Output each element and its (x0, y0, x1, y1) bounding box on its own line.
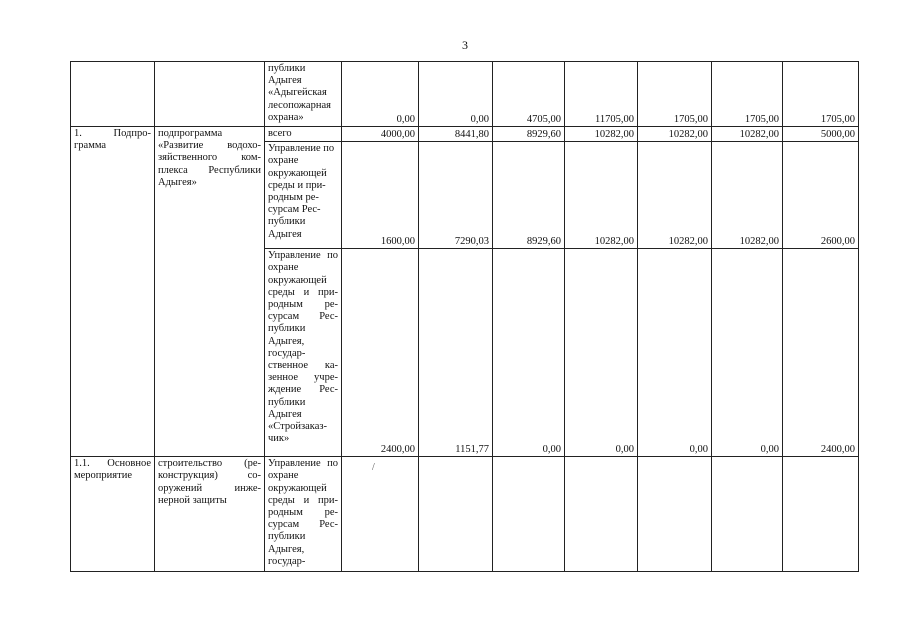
value-cell: 5000,00 (783, 127, 859, 142)
value-cell: 0,00 (419, 62, 493, 127)
value-cell: 10282,00 (565, 142, 638, 249)
value-cell: 4000,00 (342, 127, 419, 142)
stray-mark: / (372, 462, 375, 473)
value-cell: 2400,00 (783, 249, 859, 457)
value-cell (565, 457, 638, 572)
value-cell: 2600,00 (783, 142, 859, 249)
value-cell (638, 457, 712, 572)
value-cell: 1705,00 (712, 62, 783, 127)
value-cell: 10282,00 (712, 127, 783, 142)
value-cell: 10282,00 (638, 127, 712, 142)
value-cell: 1151,77 (419, 249, 493, 457)
budget-table (70, 61, 859, 572)
value-cell: 0,00 (493, 249, 565, 457)
name-cell: строительство (ре-конструкция) со-оружений инже-нерной защиты (155, 457, 265, 572)
name-cell (155, 62, 265, 127)
value-cell: 10282,00 (638, 142, 712, 249)
value-cell: 0,00 (638, 249, 712, 457)
value-cell: 4705,00 (493, 62, 565, 127)
value-cell (783, 457, 859, 572)
value-cell (493, 457, 565, 572)
executor-cell: Управление по охране окружающей среды и при-родным ре-сурсам Рес-публики Адыгея, государ-ственное ка-зенное учре-ждение Рес-публики Адыгея «Стройзаказ-чик» (265, 249, 342, 457)
value-cell: 1705,00 (783, 62, 859, 127)
value-cell: 0,00 (342, 62, 419, 127)
value-cell (342, 457, 419, 572)
value-cell: 2400,00 (342, 249, 419, 457)
value-cell (712, 457, 783, 572)
value-cell: 0,00 (712, 249, 783, 457)
value-cell: 10282,00 (565, 127, 638, 142)
value-cell: 8929,60 (493, 142, 565, 249)
value-cell: 8929,60 (493, 127, 565, 142)
value-cell: 7290,03 (419, 142, 493, 249)
value-cell: 8441,80 (419, 127, 493, 142)
program-cell: 1.1. Основное мероприятие (71, 457, 155, 572)
program-cell: 1. Подпро-грамма (71, 127, 155, 457)
executor-cell: Управление по охране окружающей среды и при-родным ре-сурсам Рес-публики Адыгея (265, 142, 342, 249)
executor-cell: публики Адыгея «Адыгейская лесопожарная охрана» (265, 62, 342, 127)
page-number: 3 (462, 38, 468, 52)
executor-cell: Управление по охране окружающей среды и при-родным ре-сурсам Рес-публики Адыгея, государ- (265, 457, 342, 572)
table-row (71, 457, 859, 572)
value-cell: 11705,00 (565, 62, 638, 127)
table-row (71, 62, 859, 127)
value-cell: 1705,00 (638, 62, 712, 127)
value-cell (419, 457, 493, 572)
executor-cell: всего (265, 127, 342, 142)
value-cell: 1600,00 (342, 142, 419, 249)
value-cell: 10282,00 (712, 142, 783, 249)
program-cell (71, 62, 155, 127)
name-cell: подпрограмма «Развитие водохо-зяйственного ком-плекса Республики Адыгея» (155, 127, 265, 457)
table-row (71, 127, 859, 142)
value-cell: 0,00 (565, 249, 638, 457)
